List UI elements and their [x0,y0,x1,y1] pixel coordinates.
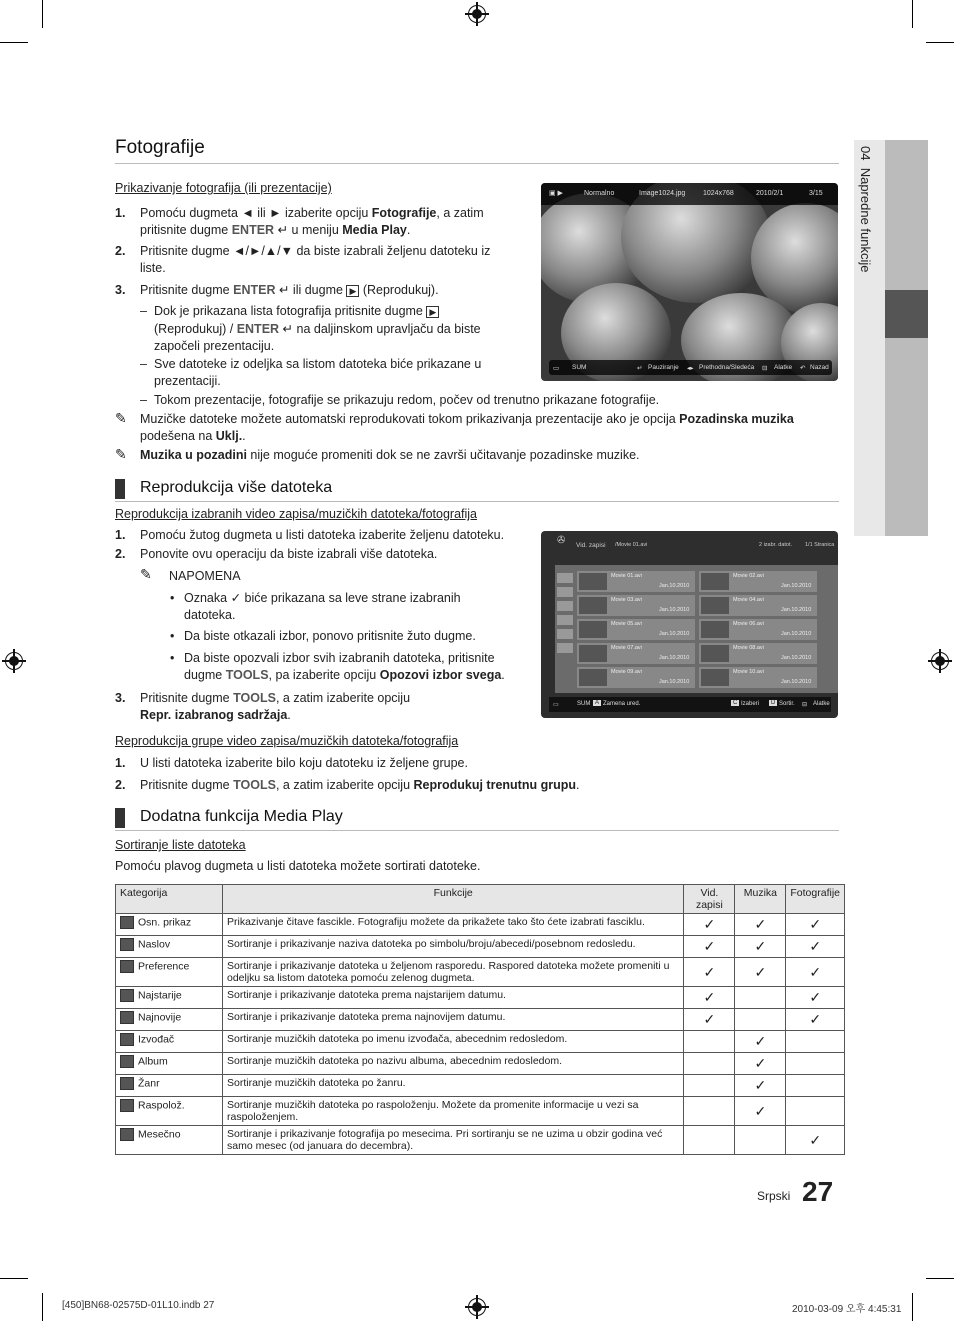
play-icon: ▶ [346,285,359,297]
file-item: Movie 07.avi Jan.10.2010 [577,643,695,664]
category-icon [120,1099,134,1112]
video-check: ✓ [684,936,735,958]
dash-1: Dok je prikazana lista fotografija pritisnite dugme ▶ (Reprodukuj) / ENTER ↵ na daljinskom upravljaču da biste započeli prezentaciju. [154,304,481,353]
multi-step-1: Pomoću žutog dugmeta u listi datoteka izaberite željenu datoteku. [140,528,505,542]
file-item: Movie 09.avi Jan.10.2010 [577,667,695,688]
photo-check [786,1031,845,1053]
table-row [116,914,845,936]
video-check: ✓ [684,987,735,1009]
note-pencil-icon: ✎ [140,566,152,582]
category-icon [120,938,134,951]
multi-step-3: Pritisnite dugme TOOLS, a zatim izaberite opciju Repr. izabranog sadržaja. [140,691,411,722]
photo-check: ✓ [786,958,845,987]
music-check: ✓ [735,1053,786,1075]
table-row [116,936,845,958]
category-icon [120,1033,134,1046]
note-pencil-icon: ✎ [115,446,127,462]
file-item: Movie 01.avi Jan.10.2010 [577,571,695,592]
photo-check [786,1053,845,1075]
sort-description: Pomoću plavog dugmeta u listi datoteka možete sortirati datoteke. [115,859,481,873]
category-cell: Naslov [116,936,223,958]
function-cell: Sortiranje i prikazivanje fotografija po mesecima. Pri sortiranju se ne uzima u obzir godina već samo mesec (od januara do decembra). [223,1126,684,1155]
subheading-selected: Reprodukcija izabranih video zapisa/muzičkih datoteka/fotografija [115,507,478,521]
bullet-1: Oznaka ✓ biće prikazana sa leve strane izabranih datoteka. [184,591,461,622]
photo-check: ✓ [786,914,845,936]
sort-table [115,884,845,1155]
music-check: ✓ [735,1097,786,1126]
category-icon [120,916,134,929]
enter-icon: ↵ [282,322,294,336]
page-title: Fotografije [115,137,205,158]
page-language: Srpski [757,1189,791,1203]
tools-icon: ⊟ [762,365,768,372]
video-check [684,1075,735,1097]
table-row [116,1031,845,1053]
function-cell: Sortiranje i prikazivanje datoteka prema najstarijem datumu. [223,987,684,1009]
music-check: ✓ [735,1075,786,1097]
enter-icon: ↵ [278,283,290,297]
table-row [116,1075,845,1097]
function-cell: Sortiranje muzičkih datoteka po žanru. [223,1075,684,1097]
enter-icon: ↵ [277,223,289,237]
registration-mark-icon [931,652,949,670]
tools-icon: ⊟ [802,702,808,708]
photo-check: ✓ [786,1009,845,1031]
category-cell: Preference [116,958,223,987]
note-pencil-icon: ✎ [115,410,127,426]
crop-mark [0,42,28,43]
crop-mark [912,0,913,28]
music-check [735,987,786,1009]
function-cell: Sortiranje muzičkih datoteka po raspoloženju. Možete da promenite informacije u vezi sa raspoloženjem. [223,1097,684,1126]
subheading-sort: Sortiranje liste datoteka [115,838,246,852]
category-icon [120,1011,134,1024]
registration-mark-icon [5,652,23,670]
checkmark-icon: ✓ [230,591,242,605]
video-icon: ✇ [557,535,566,546]
function-cell: Sortiranje i prikazivanje naziva datoteka po simbolu/broju/abecedi/posebnom redosledu. [223,936,684,958]
video-check [684,1097,735,1126]
group-step-2: Pritisnite dugme TOOLS, a zatim izaberite opciju Reprodukuj trenutnu grupu. [140,778,580,792]
section-title-multi: Reprodukcija više datoteka [140,479,333,496]
footer-date: 2010-03-09 오후 4:45:31 [792,1304,902,1315]
category-icons [557,569,573,691]
table-row [116,1053,845,1075]
bullet-3: Da biste opozvali izbor svih izabranih datoteka, pritisnite dugme TOOLS, pa izaberite opciju Opozovi izbor svega. [184,651,505,682]
file-item: Movie 06.avi Jan.10.2010 [699,619,817,640]
sum-icon: ▭ [553,365,560,372]
video-check [684,1031,735,1053]
category-cell: Raspolož. [116,1097,223,1126]
page-number: 27 [802,1176,834,1207]
file-item: Movie 04.avi Jan.10.2010 [699,595,817,616]
category-cell: Mesečno [116,1126,223,1155]
crop-mark [42,1293,43,1321]
step-1: Pomoću dugmeta ◄ ili ► izaberite opciju Fotografije, a zatim pritisnite dugme ENTER ↵ u meniju Media Play. [140,206,484,237]
left-right-icon: ◂▸ [687,365,694,372]
registration-mark-icon [468,5,486,23]
crop-mark [912,1293,913,1321]
table-header: Fotografije [786,885,845,914]
category-icon [120,989,134,1002]
function-cell: Sortiranje i prikazivanje datoteka prema najnovijem datumu. [223,1009,684,1031]
note-heading: NAPOMENA [169,569,241,583]
category-cell: Osn. prikaz [116,914,223,936]
file-item: Movie 10.avi Jan.10.2010 [699,667,817,688]
note-2: Muzika u pozadini nije moguće promeniti dok se ne završi učitavanje pozadinske muzike. [140,448,640,462]
category-icon [120,1077,134,1090]
step-3: Pritisnite dugme ENTER ↵ ili dugme ▶ (Reprodukuj). [140,283,439,297]
registration-mark-icon [468,1298,486,1316]
table-row [116,1009,845,1031]
music-check: ✓ [735,936,786,958]
file-item: Movie 03.avi Jan.10.2010 [577,595,695,616]
footer-file: [450]BN68-02575D-01L10.indb 27 [62,1300,215,1311]
photo-check [786,1097,845,1126]
music-check [735,1009,786,1031]
music-check: ✓ [735,1031,786,1053]
crop-mark [42,0,43,28]
file-item: Movie 08.avi Jan.10.2010 [699,643,817,664]
file-item: Movie 02.avi Jan.10.2010 [699,571,817,592]
dash-3: Tokom prezentacije, fotografije se prikazuju redom, počev od trenutno prikazane fotografije. [154,393,660,407]
table-header: Kategorija [116,885,223,914]
step-2: Pritisnite dugme ◄/►/▲/▼ da biste izabrali željenu datoteku iz liste. [140,244,491,275]
music-check: ✓ [735,914,786,936]
music-check: ✓ [735,958,786,987]
music-check [735,1126,786,1155]
table-row [116,1097,845,1126]
multi-step-2: Ponovite ovu operaciju da biste izabrali više datoteka. [140,547,438,561]
slideshow-icon: ▣ ▶ [549,190,563,197]
slideshow-screenshot: ▣ ▶ Normalno Image1024.jpg 1024x768 2010/2/1 3/15 ▭ SUM ↵ Pauziranje ◂▸ Prethodna/Sledeća ⊟ Alatke ↶ Nazad [541,183,838,381]
divider [115,830,839,831]
section-bar [115,808,125,828]
table-header: Funkcije [223,885,684,914]
bullet-2: Da biste otkazali izbor, ponovo pritisnite žuto dugme. [184,629,476,643]
video-check [684,1126,735,1155]
table-header: Muzika [735,885,786,914]
divider [115,163,839,164]
category-cell: Najstarije [116,987,223,1009]
function-cell: Sortiranje i prikazivanje datoteka u željenom rasporedu. Raspored datoteka možete promeniti u odeljku sa listom datoteka pomoću zelenog dugmeta. [223,958,684,987]
category-icon [120,1128,134,1141]
table-row [116,987,845,1009]
chapter-label: 04 Napredne funkcije [858,146,873,273]
section-bar [115,479,125,499]
category-cell: Najnovije [116,1009,223,1031]
category-cell: Album [116,1053,223,1075]
subheading-group: Reprodukcija grupe video zapisa/muzičkih datoteka/fotografija [115,734,459,748]
file-item: Movie 05.avi Jan.10.2010 [577,619,695,640]
table-header: Vid. zapisi [684,885,735,914]
video-check: ✓ [684,958,735,987]
enter-icon: ↵ [637,365,643,372]
crop-mark [926,42,954,43]
photo-check: ✓ [786,936,845,958]
crop-mark [926,1278,954,1279]
video-check [684,1053,735,1075]
file-list-screenshot: ✇ Vid. zapisi /Movie 01.avi 2 izabr. datot. 1/1 Stranica Movie 01.avi Jan.10.2010 Movie 02.avi Jan.10.2010 Movie 03.avi Jan.10.2010 Movie 04.avi Jan.10.2010 Movie 05.avi Jan.10.2010 Movie 06.avi Jan.10.2010 Movie 07.avi Jan.10.2010 Movie 08.avi Jan.10.2010 Movie 09.avi Jan.10.2010 Movie 10.avi Jan.10.2010 ▭ SUM A Zamena ured. C Izaberi D Sortir. ⊟ Alatke [541,531,838,718]
play-icon: ▶ [426,306,439,318]
note-1: Muzičke datoteke možete automatski reprodukovati tokom prikazivanja prezentacije ako je opcija Pozadinska muzika podešena na Uklj.. [140,412,794,443]
video-check: ✓ [684,1009,735,1031]
function-cell: Sortiranje muzičkih datoteka po imenu izvođača, abecednim redosledom. [223,1031,684,1053]
photo-check [786,1075,845,1097]
divider [115,501,839,502]
sum-icon: ▭ [553,702,559,708]
video-check: ✓ [684,914,735,936]
table-row [116,1126,845,1155]
category-cell: Izvođač [116,1031,223,1053]
section-title-extra: Dodatna funkcija Media Play [140,808,343,825]
table-row [116,958,845,987]
return-icon: ↶ [800,365,806,372]
photo-check: ✓ [786,987,845,1009]
subheading-slideshow: Prikazivanje fotografija (ili prezentacije) [115,181,332,195]
dash-2: Sve datoteke iz odeljka sa listom datoteka biće prikazane u prezentaciji. [154,357,482,388]
function-cell: Prikazivanje čitave fascikle. Fotografiju možete da prikažete tako što ćete izabrati fasciklu. [223,914,684,936]
photo-check: ✓ [786,1126,845,1155]
crop-mark [0,1278,28,1279]
category-icon [120,960,134,973]
category-cell: Žanr [116,1075,223,1097]
category-icon [120,1055,134,1068]
group-step-1: U listi datoteka izaberite bilo koju datoteku iz željene grupe. [140,756,468,770]
function-cell: Sortiranje muzičkih datoteka po nazivu albuma, abecednim redosledom. [223,1053,684,1075]
